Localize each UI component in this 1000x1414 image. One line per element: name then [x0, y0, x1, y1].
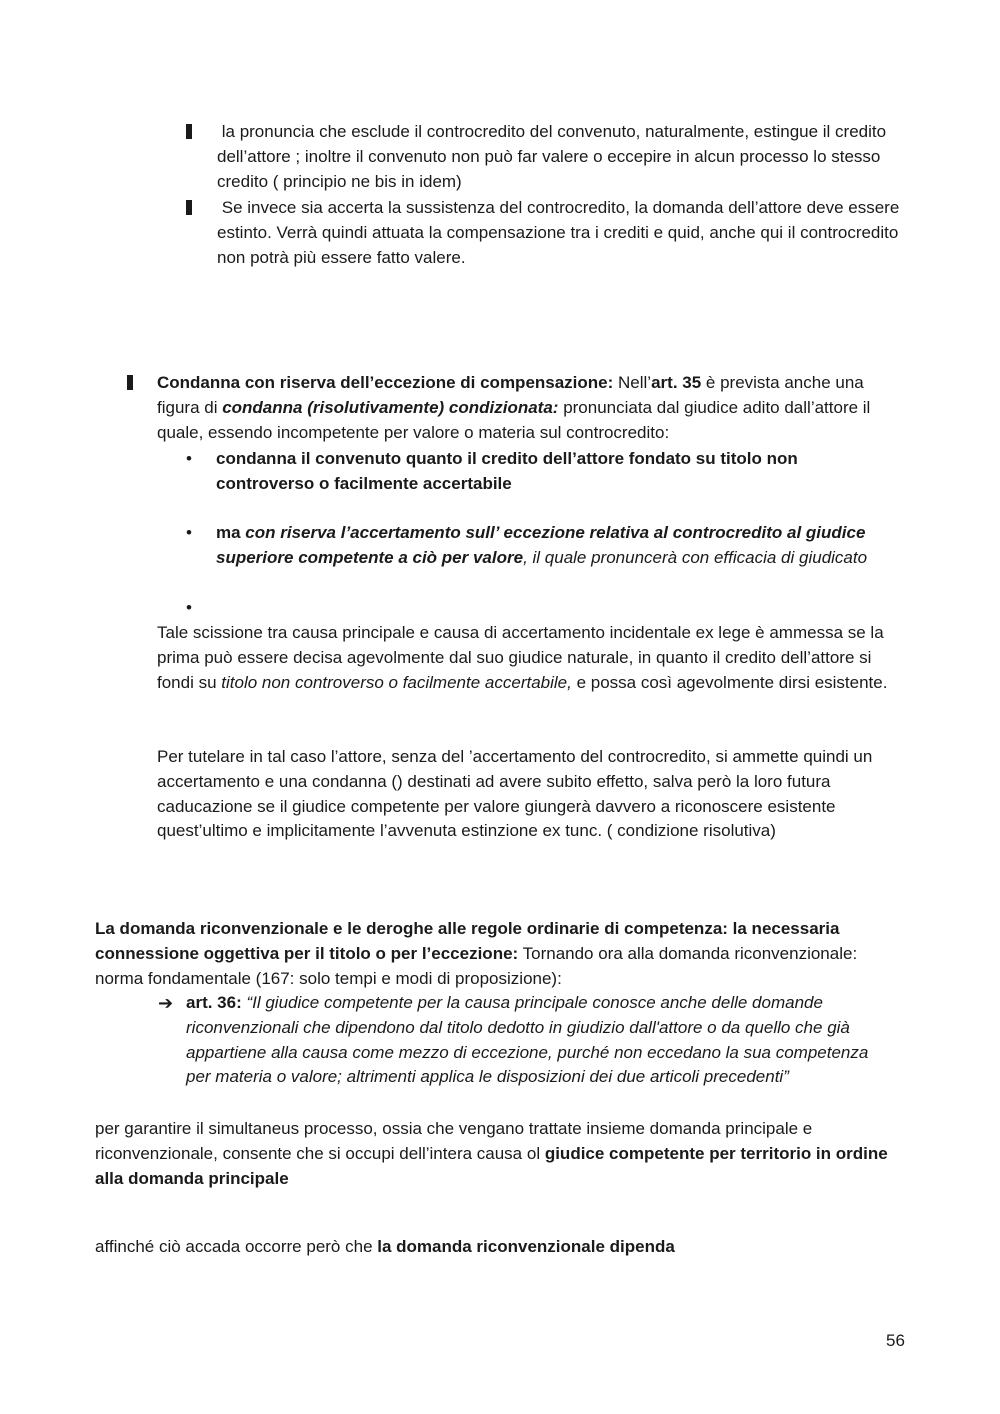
bullet-dot: •: [186, 449, 192, 468]
list-item-text: la pronuncia che esclude il controcredito del convenuto, naturalmente, estingue il credito dell’attore ; inoltre il convenuto non può far valere o eccepire in alcun processo lo stesso credito ( principio ne bis in idem): [217, 122, 887, 191]
section-paragraph: Condanna con riserva dell’eccezione di compensazione: Nell’art. 35 è prevista anche una figura di condanna (risolutivamente) condizionata: pronunciata dal giudice adito dall’attore il quale, essendo incompetente per valore o materia sul controcredito:: [157, 373, 871, 442]
bullet-dot: •: [186, 598, 192, 617]
paragraph: affinché ciò accada occorre però che la domanda riconvenzionale dipenda: [95, 1237, 675, 1256]
article-quote: “Il giudice competente per la causa principale conosce anche delle domande riconvenzionali che dipendono dal titolo dedotto in giudizio dall'attore o da quello che già appartiene alla causa come mezzo di eccezione, purché non eccedano la sua competenza per materia o valore; altrimenti applica le disposizioni dei due articoli precedenti”: [186, 993, 869, 1087]
bullet-dot: •: [186, 523, 192, 542]
bullet-marker: [186, 200, 192, 215]
bullet-marker: [186, 124, 192, 139]
paragraph: Per tutelare in tal caso l’attore, senza del ’accertamento del controcredito, si ammette quindi un accertamento e una condanna () destinati ad avere subito effetto, salva però la loro futura caducazione se il giudice competente per valore giungerà davvero a riconoscere esistente quest’ultimo e implicitamente l’avvenuta estinzione ex tunc. ( condizione risolutiva): [157, 747, 873, 841]
list-item-text: Se invece sia accerta la sussistenza del controcredito, la domanda dell’attore deve essere estinto. Verrà quindi attuata la compensazione tra i crediti e quid, anche qui il controcredito non potrà più essere fatto valere.: [217, 198, 900, 267]
paragraph: Tale scissione tra causa principale e causa di accertamento incidentale ex lege è ammessa se la prima può essere decisa agevolmente dal suo giudice naturale, in quanto il credito dell’attore si fondi su titolo non controverso o facilmente accertabile, e possa così agevolmente dirsi esistente.: [157, 623, 888, 692]
quote-item: art. 36: “Il giudice competente per la causa principale conosce anche delle domande riconvenzionali che dipendono dal titolo dedotto in giudizio dall'attore o da quello che già appartiene alla causa come mezzo di eccezione, purché non eccedano la sua competenza per materia o valore; altrimenti applica le disposizioni dei due articoli precedenti”: [186, 993, 869, 1087]
list-item: [216, 447, 856, 497]
section-heading: La domanda riconvenzionale e le deroghe alle regole ordinarie di competenza: la necessaria connessione oggettiva per il titolo o per l’eccezione:: [95, 919, 840, 963]
paragraph: per garantire il simultaneus processo, ossia che vengano trattate insieme domanda principale e riconvenzionale, consente che si occupi dell’intera causa ol giudice competente per territorio in ordine alla domanda principale: [95, 1119, 888, 1188]
bullet-marker: [127, 375, 133, 390]
list-item: [217, 196, 907, 270]
list-item: [217, 120, 907, 194]
arrow-icon: ➔: [158, 993, 174, 1013]
list-item: ma con riserva l’accertamento sull’ eccezione relativa al controcredito al giudice superiore competente a ciò per valore, il quale pronuncerà con efficacia di giudicato: [216, 523, 868, 567]
page-number: 56: [886, 1331, 905, 1350]
section-paragraph: La domanda riconvenzionale e le deroghe alle regole ordinarie di competenza: la necessaria connessione oggettiva per il titolo o per l’eccezione: Tornando ora alla domanda riconvenzionale: norma fondamentale (167: solo tempi e modi di proposizione):: [95, 919, 858, 988]
list-item-text: condanna il convenuto quanto il credito dell’attore fondato su titolo non controverso o facilmente accertabile: [216, 449, 798, 493]
section-heading: Condanna con riserva dell’eccezione di compensazione:: [157, 373, 614, 392]
